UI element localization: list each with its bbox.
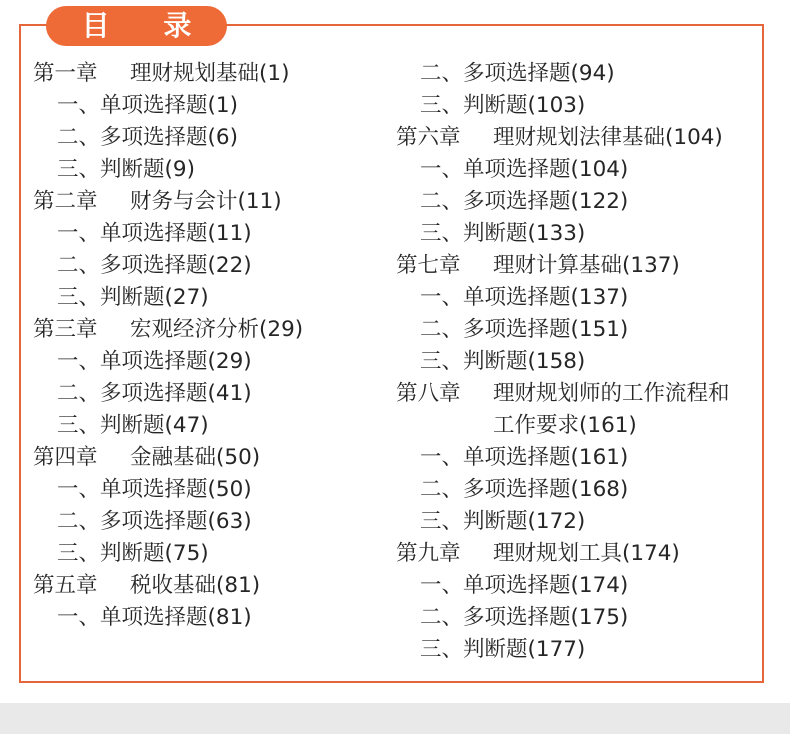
chapter-title: 财务与会计(11) xyxy=(130,189,282,214)
chapter-title: 理财规划基础(1) xyxy=(130,61,290,86)
chapter-title: 理财规划师的工作流程和 xyxy=(493,381,730,406)
toc-section: 二、多项选择题(94) xyxy=(420,61,615,86)
toc-section: 一、单项选择题(161) xyxy=(420,445,629,470)
chapter-title: 金融基础(50) xyxy=(130,445,261,470)
chapter-number: 第三章 xyxy=(33,317,98,342)
toc-section: 二、多项选择题(63) xyxy=(57,509,252,534)
toc-column-left xyxy=(33,58,303,634)
toc-title: 目 录 xyxy=(46,6,227,46)
chapter-title: 理财规划工具(174) xyxy=(493,541,680,566)
toc-section: 三、判断题(47) xyxy=(57,413,209,438)
chapter-title: 税收基础(81) xyxy=(130,573,261,598)
toc-section: 一、单项选择题(29) xyxy=(57,349,252,374)
toc-section: 三、判断题(172) xyxy=(420,509,586,534)
toc-section: 三、判断题(75) xyxy=(57,541,209,566)
toc-section: 二、多项选择题(175) xyxy=(420,605,629,630)
toc-section: 一、单项选择题(81) xyxy=(57,605,252,630)
toc-section: 三、判断题(177) xyxy=(420,637,586,662)
toc-chapter xyxy=(33,314,303,346)
toc-section: 一、单项选择题(104) xyxy=(420,157,629,182)
chapter-number: 第五章 xyxy=(33,573,98,598)
toc-section: 一、单项选择题(174) xyxy=(420,573,629,598)
toc-section: 二、多项选择题(41) xyxy=(57,381,252,406)
toc-section: 二、多项选择题(122) xyxy=(420,189,629,214)
toc-section: 一、单项选择题(11) xyxy=(57,221,252,246)
toc-chapter xyxy=(33,442,303,474)
chapter-number: 第八章 xyxy=(396,381,461,406)
toc-section: 二、多项选择题(151) xyxy=(420,317,629,342)
toc-chapter xyxy=(33,186,303,218)
toc-chapter xyxy=(396,122,730,154)
chapter-title: 宏观经济分析(29) xyxy=(130,317,304,342)
chapter-number: 第七章 xyxy=(396,253,461,278)
toc-section: 三、判断题(9) xyxy=(57,157,195,182)
toc-section: 一、单项选择题(137) xyxy=(420,285,629,310)
toc-section: 二、多项选择题(22) xyxy=(57,253,252,278)
toc-section: 一、单项选择题(50) xyxy=(57,477,252,502)
toc-section: 三、判断题(158) xyxy=(420,349,586,374)
toc-section: 二、多项选择题(168) xyxy=(420,477,629,502)
toc-chapter xyxy=(396,538,730,570)
toc-chapter xyxy=(33,58,303,90)
toc-chapter xyxy=(396,250,730,282)
chapter-number: 第九章 xyxy=(396,541,461,566)
chapter-number: 第一章 xyxy=(33,61,98,86)
toc-chapter xyxy=(33,570,303,602)
chapter-number: 第六章 xyxy=(396,125,461,150)
toc-chapter-continuation: 工作要求(161) xyxy=(493,413,637,438)
toc-column-right xyxy=(396,58,730,666)
toc-section: 三、判断题(103) xyxy=(420,93,586,118)
chapter-number: 第四章 xyxy=(33,445,98,470)
toc-section: 三、判断题(27) xyxy=(57,285,209,310)
toc-section: 三、判断题(133) xyxy=(420,221,586,246)
chapter-title: 理财规划法律基础(104) xyxy=(493,125,723,150)
toc-chapter xyxy=(396,378,730,410)
toc-section: 二、多项选择题(6) xyxy=(57,125,238,150)
chapter-title: 理财计算基础(137) xyxy=(493,253,680,278)
toc-section: 一、单项选择题(1) xyxy=(57,93,238,118)
chapter-number: 第二章 xyxy=(33,189,98,214)
